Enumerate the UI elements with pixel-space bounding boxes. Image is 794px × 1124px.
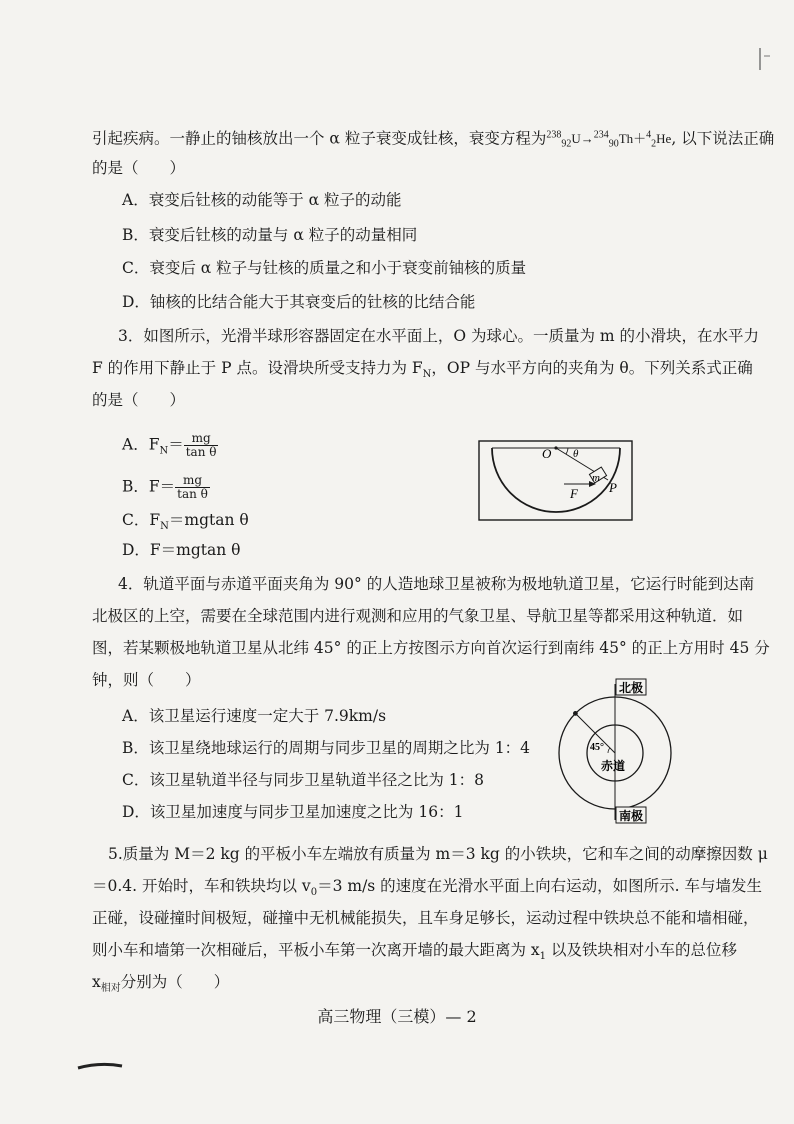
q4-stem-line3: 图，若某颗极地轨道卫星从北纬 45° 的正上方按图示方向首次运行到南纬 45° 的正上方用时 45 分 xyxy=(92,639,770,657)
q4-stem-line4: 钟，则（ ） xyxy=(92,671,201,689)
label-f: F xyxy=(570,486,578,501)
q2-option-c: C．衰变后 α 粒子与钍核的质量之和小于衰变前铀核的质量 xyxy=(122,259,527,277)
q2-stem-line1: 引起疾病。一静止的铀核放出一个 α 粒子衰变成钍核，衰变方程为$^{238}_{92}$U→$^{234}_{90}$Th＋$^4_2$He, 以下说法正确 xyxy=(92,129,775,150)
q5-stem-line3: 正碰，设碰撞时间极短，碰撞中无机械能损失，且车身足够长，运动过程中铁块总不能和墙相碰， xyxy=(92,909,759,927)
label-theta: θ xyxy=(573,448,579,460)
q4-option-b: B．该卫星绕地球运行的周期与同步卫星的周期之比为 1：4 xyxy=(122,739,531,757)
q5-stem-line1: 5.质量为 M＝2 kg 的平板小车左端放有质量为 m＝3 kg 的小铁块，它和车之间的动摩擦因数 μ xyxy=(108,845,768,863)
page-footer: 高三物理（三模）— 2 xyxy=(317,1007,477,1026)
q3-stem-line2: F 的作用下静止于 P 点。设滑块所受支持力为 $F_N$，OP 与水平方向的夹角为 θ。下列关系式正确 xyxy=(92,359,753,381)
q3-option-c: C．$F_N=mgtan$ θ xyxy=(122,511,249,533)
q2-option-b: B．衰变后钍核的动量与 α 粒子的动量相同 xyxy=(122,226,418,244)
q3-option-a: A．$F_N=$ $\frac{mg}{\text{tan θ}}$ xyxy=(122,431,217,459)
q4-option-c: C．该卫星轨道半径与同步卫星轨道半径之比为 1：8 xyxy=(122,771,485,789)
label-north-pole: 北极 xyxy=(619,681,644,695)
label-p: P xyxy=(609,480,617,495)
label-equator: 赤道 xyxy=(601,759,626,773)
q4-option-d: D．该卫星加速度与同步卫星加速度之比为 16：1 xyxy=(122,803,464,821)
q5-stem-line5: $x_{相对}$分别为（ ） xyxy=(92,973,230,995)
q4-stem-line2: 北极区的上空，需要在全球范围内进行观测和应用的气象卫星、导航卫星等都采用这种轨道．如 xyxy=(92,607,744,625)
q2-option-a: A．衰变后钍核的动能等于 α 粒子的动能 xyxy=(122,191,402,209)
q4-option-a: A．该卫星运行速度一定大于 7.9km/s xyxy=(122,707,387,725)
q2-stem-line2: 的是（ ） xyxy=(92,159,186,177)
label-m: m xyxy=(592,472,600,484)
label-south-pole: 南极 xyxy=(619,809,644,823)
q2-option-d: D．铀核的比结合能大于其衰变后的钍核的比结合能 xyxy=(122,293,476,311)
q3-option-b: B．F＝ $\frac{mg}{\text{tan θ}}$ xyxy=(122,473,208,501)
q3-stem-line1: 3．如图所示，光滑半球形容器固定在水平面上，O 为球心。一质量为 m 的小滑块，在水平力 xyxy=(118,327,760,345)
q4-stem-line1: 4．轨道平面与赤道平面夹角为 90° 的人造地球卫星被称为极地轨道卫星，它运行时能到达南 xyxy=(118,575,755,593)
label-45deg: 45° xyxy=(590,742,604,753)
q3-stem-line3: 的是（ ） xyxy=(92,391,186,409)
label-o: O xyxy=(542,446,552,461)
q5-stem-line4: 则小车和墙第一次相碰后，平板小车第一次离开墙的最大距离为 $x_1$ 以及铁块相对小车的总位移 xyxy=(92,941,737,963)
q5-stem-line2: ＝0.4. 开始时，车和铁块均以 $v_0=3$ m/s 的速度在光滑水平面上向右运动，如图所示. 车与墙发生 xyxy=(92,877,763,899)
q3-option-d: D．F＝mgtan θ xyxy=(122,541,241,559)
